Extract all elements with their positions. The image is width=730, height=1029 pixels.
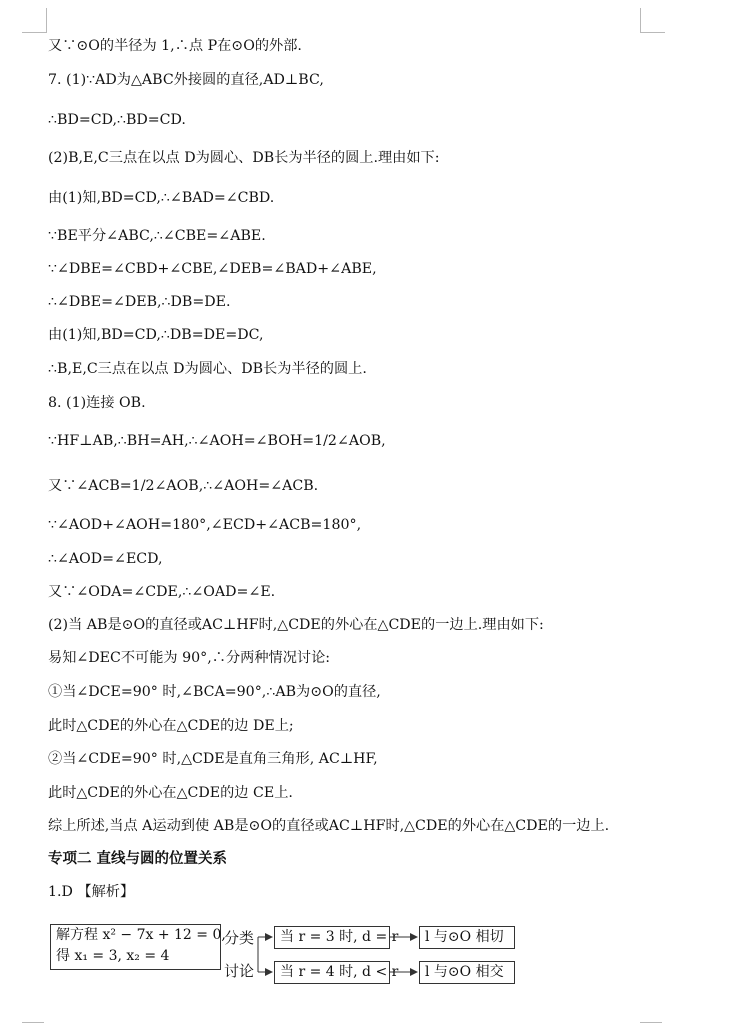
result-box-tangent: l 与⊙O 相切 — [419, 926, 515, 949]
text-line: (2)B,E,C三点在以点 D为圆心、DB长为半径的圆上.理由如下: — [48, 150, 440, 166]
text-line: 此时△CDE的外心在△CDE的边 CE上. — [48, 785, 293, 801]
text-line: 易知∠DEC不可能为 90°,∴分两种情况讨论: — [48, 650, 331, 666]
text-line: ∵∠DBE=∠CBD+∠CBE,∠DEB=∠BAD+∠ABE, — [48, 261, 377, 277]
text-line: 又∵⊙O的半径为 1,∴点 P在⊙O的外部. — [48, 38, 302, 54]
case-box-r4: 当 r = 4 时, d < r — [274, 961, 390, 984]
text-line: ∴BD=CD,∴BD=CD. — [48, 112, 186, 128]
result-box-intersect: l 与⊙O 相交 — [419, 961, 515, 984]
case-box-r3: 当 r = 3 时, d = r — [274, 926, 390, 949]
discuss-label: 讨论 — [224, 962, 255, 980]
text-line: 由(1)知,BD=CD,∴DB=DE=DC, — [48, 327, 264, 343]
text-line: ①当∠DCE=90° 时,∠BCA=90°,∴AB为⊙O的直径, — [48, 684, 381, 700]
text-line: ∵∠AOD+∠AOH=180°,∠ECD+∠ACB=180°, — [48, 517, 362, 533]
text-line: ∴∠DBE=∠DEB,∴DB=DE. — [48, 294, 231, 310]
text-line: ∵HF⊥AB,∴BH=AH,∴∠AOH=∠BOH=1/2∠AOB, — [48, 433, 386, 449]
text-line: ∴∠AOD=∠ECD, — [48, 551, 163, 567]
text-line: 由(1)知,BD=CD,∴∠BAD=∠CBD. — [48, 190, 275, 206]
text-line: 综上所述,当点 A运动到使 AB是⊙O的直径或AC⊥HF时,△CDE的外心在△CDE的一边上. — [48, 818, 610, 834]
text-line: ②当∠CDE=90° 时,△CDE是直角三角形, AC⊥HF, — [48, 751, 378, 767]
text-line: 又∵∠ODA=∠CDE,∴∠OAD=∠E. — [48, 584, 276, 600]
equation-box — [50, 924, 226, 970]
classify-label: 分类 — [224, 929, 255, 947]
text-line: 8. (1)连接 OB. — [48, 395, 146, 411]
text-line: 此时△CDE的外心在△CDE的边 DE上; — [48, 718, 294, 734]
text-line: ∴B,E,C三点在以点 D为圆心、DB长为半径的圆上. — [48, 361, 367, 377]
text-line: 7. (1)∵AD为△ABC外接圆的直径,AD⊥BC, — [48, 72, 324, 88]
answer-line: 1.D 【解析】 — [48, 884, 135, 900]
equation-line: 解方程 x² − 7x + 12 = 0, — [56, 927, 226, 943]
text-line: (2)当 AB是⊙O的直径或AC⊥HF时,△CDE的外心在△CDE的一边上.理由如下: — [48, 617, 544, 633]
text-line: ∵BE平分∠ABC,∴∠CBE=∠ABE. — [48, 228, 266, 244]
roots-line: 得 x₁ = 3, x₂ = 4 — [56, 948, 170, 964]
section-title: 专项二 直线与圆的位置关系 — [48, 851, 228, 867]
text-line: 又∵∠ACB=1/2∠AOB,∴∠AOH=∠ACB. — [48, 478, 319, 494]
